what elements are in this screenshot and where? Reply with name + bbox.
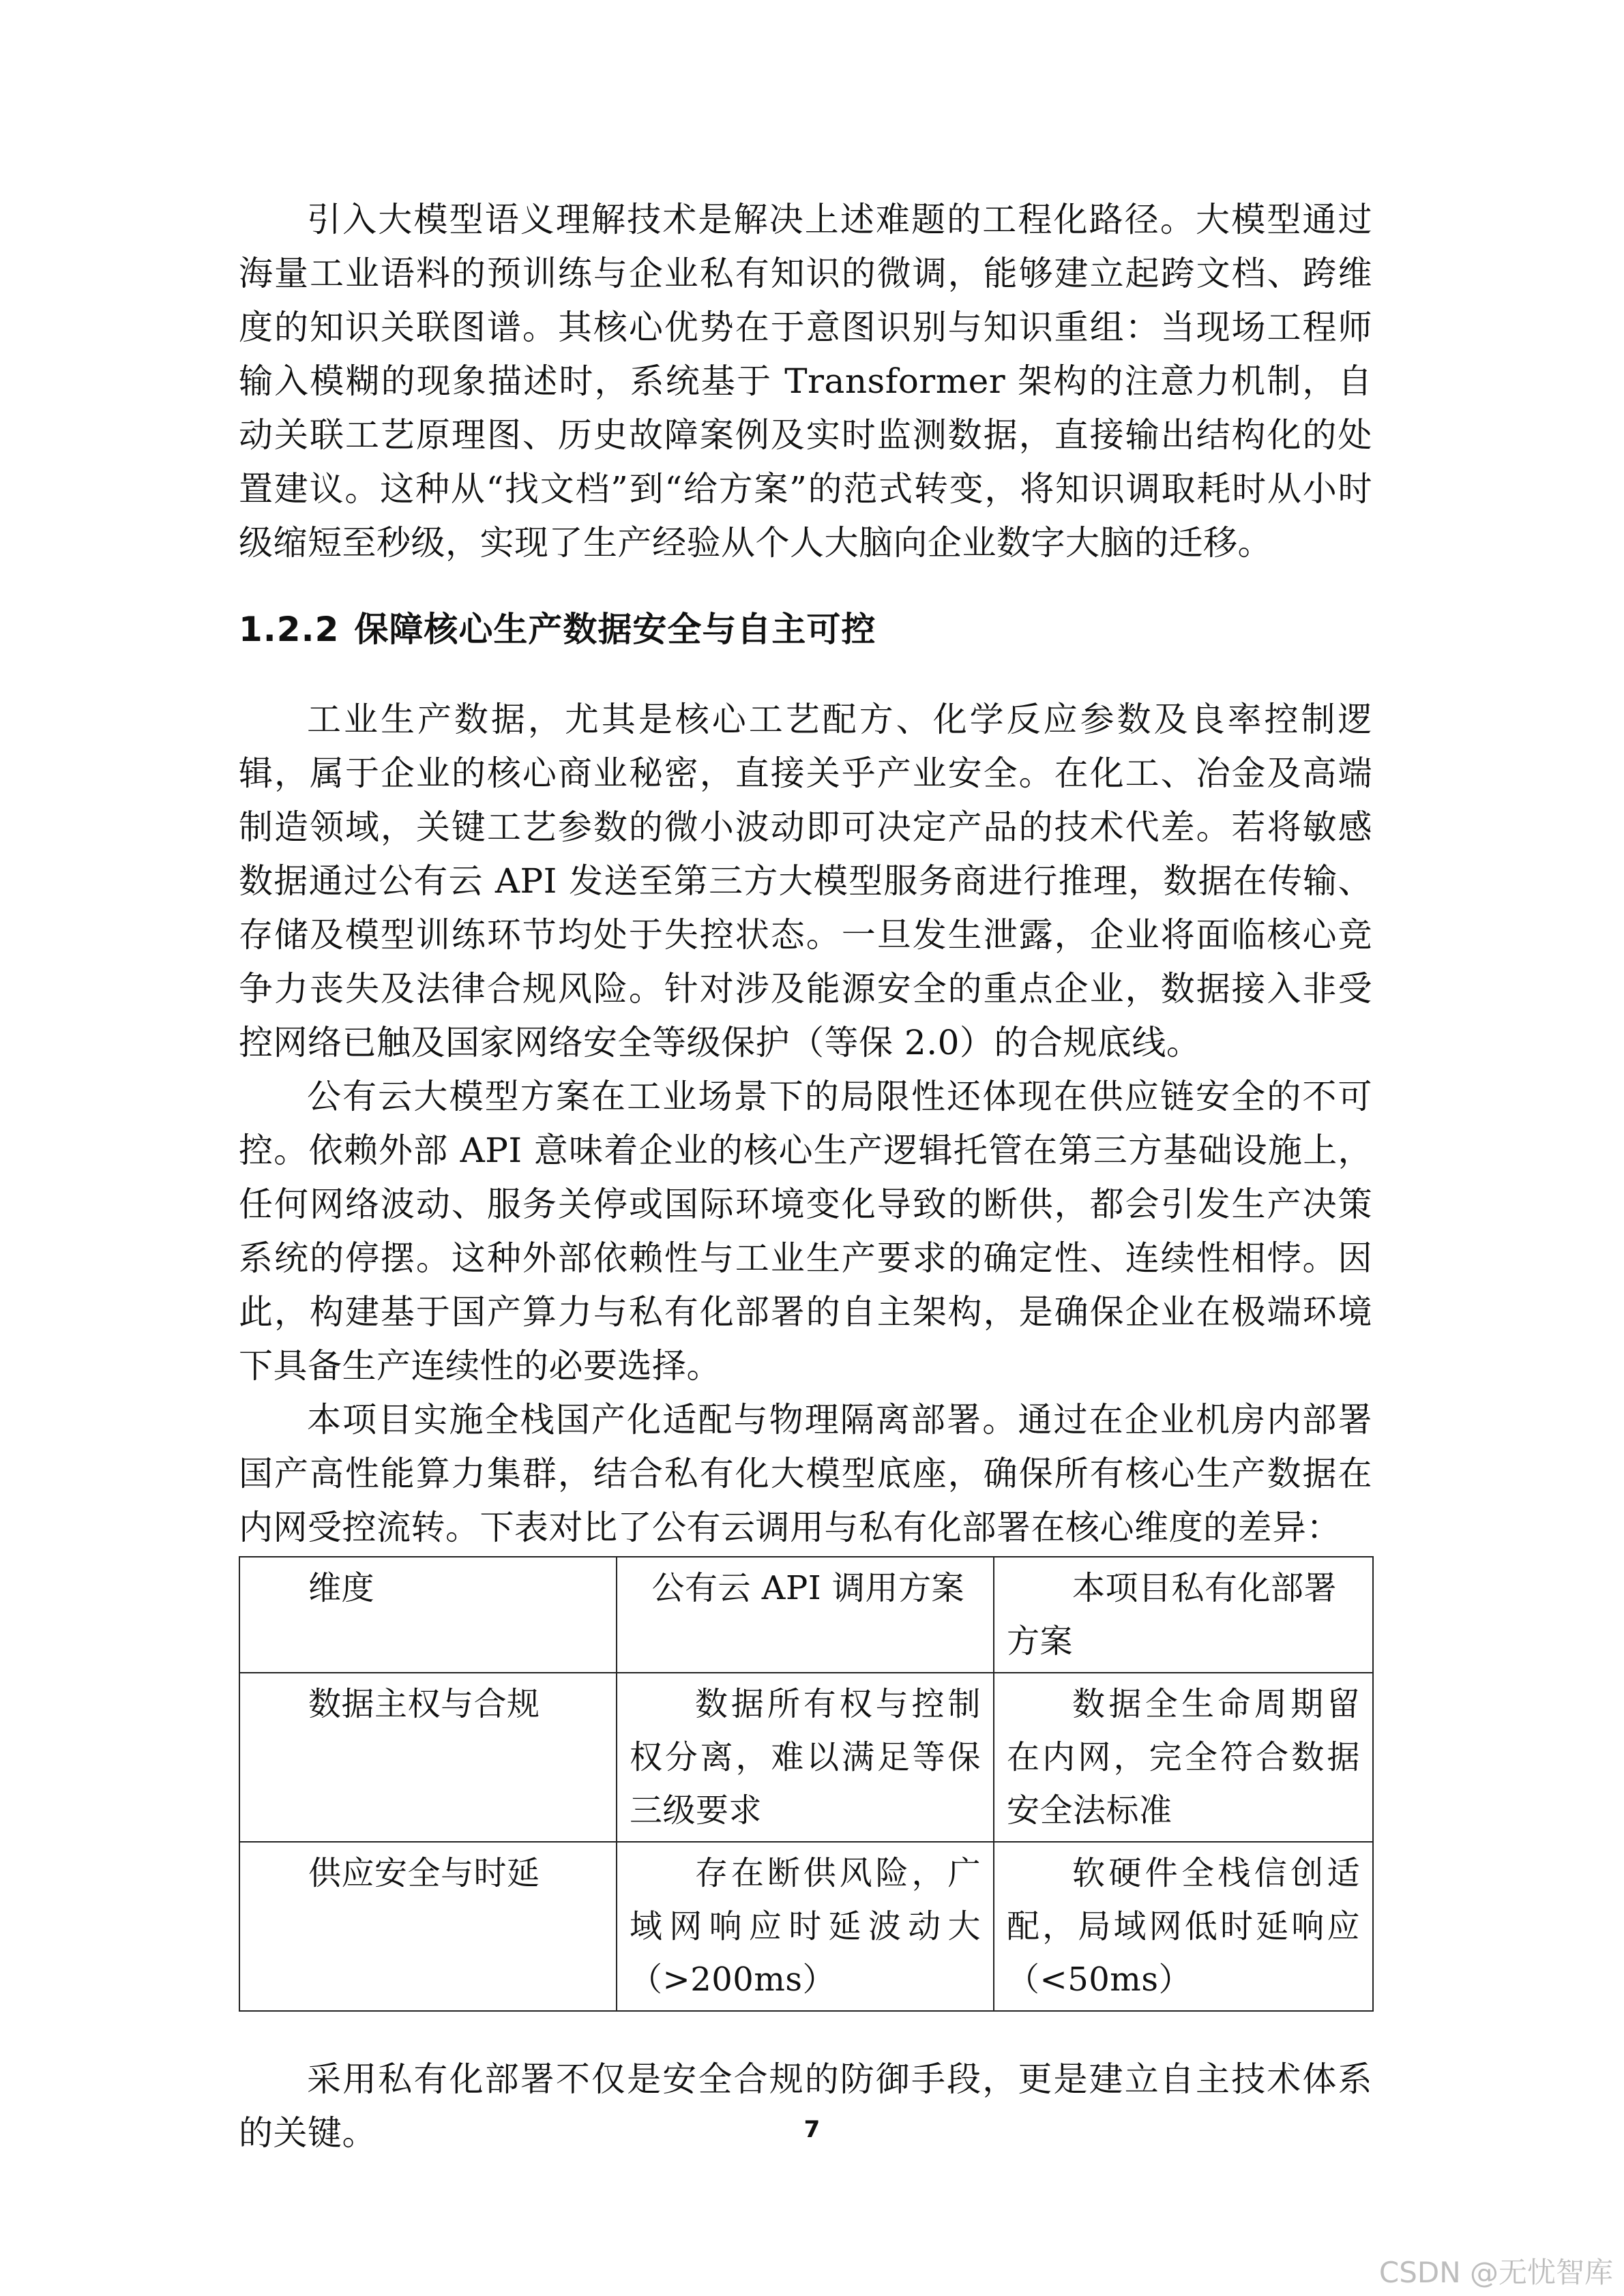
- body-paragraph-supply-chain: 公有云大模型方案在工业场景下的局限性还体现在供应链安全的不可控。依赖外部 API 意味着企业的核心生产逻辑托管在第三方基础设施上，任何网络波动、服务关停或国际环境变化导致的断供，都会引发生产决策系统的停摆。这种外部依赖性与工业生产要求的确定性、连续性相悖。因此，构建基于国产算力与私有化部署的自主架构，是确保企业在极端环境下具备生产连续性的必要选择。: [239, 1077, 1372, 1386]
- table-header-private-deploy: 本项目私有化部署方案: [994, 1557, 1373, 1673]
- table-row: [239, 1673, 1373, 1842]
- body-paragraph-data-security: 工业生产数据，尤其是核心工艺配方、化学反应参数及良率控制逻辑，属于企业的核心商业秘密，直接关乎产业安全。在化工、冶金及高端制造领域，关键工艺参数的微小波动即可决定产品的技术代差。若将敏感数据通过公有云 API 发送至第三方大模型服务商进行推理，数据在传输、存储及模型训练环节均处于失控状态。一旦发生泄露，企业将面临核心竞争力丧失及法律合规风险。针对涉及能源安全的重点企业，数据接入非受控网络已触及国家网络安全等级保护（等保 2.0）的合规底线。: [239, 700, 1372, 1062]
- page-content: [239, 193, 1372, 2160]
- table-header-public-cloud: 公有云 API 调用方案: [617, 1557, 994, 1673]
- section-heading: [239, 606, 1372, 653]
- table-cell-dimension: 供应安全与时延: [239, 1842, 617, 2011]
- table-cell-dimension: 数据主权与合规: [239, 1673, 617, 1842]
- body-paragraph-closing: 采用私有化部署不仅是安全合规的防御手段，更是建立自主技术体系的关键。: [239, 2059, 1372, 2153]
- section-title: 保障核心生产数据安全与自主可控: [354, 610, 876, 649]
- table-cell-public-cloud: 数据所有权与控制权分离，难以满足等保三级要求: [617, 1673, 994, 1842]
- table-cell-public-cloud: 存在断供风险，广域网响应时延波动大（>200ms）: [617, 1842, 994, 2011]
- body-paragraph-deployment: 本项目实施全栈国产化适配与物理隔离部署。通过在企业机房内部署国产高性能算力集群，结合私有化大模型底座，确保所有核心生产数据在内网受控流转。下表对比了公有云调用与私有化部署在核心维度的差异：: [239, 1400, 1372, 1547]
- table-header-dimension: 维度: [239, 1557, 617, 1673]
- body-paragraph-intro: 引入大模型语义理解技术是解决上述难题的工程化路径。大模型通过海量工业语料的预训练与企业私有知识的微调，能够建立起跨文档、跨维度的知识关联图谱。其核心优势在于意图识别与知识重组：当现场工程师输入模糊的现象描述时，系统基于 Transformer 架构的注意力机制，自动关联工艺原理图、历史故障案例及实时监测数据，直接输出结构化的处置建议。这种从“找文档”到“给方案”的范式转变，将知识调取耗时从小时级缩短至秒级，实现了生产经验从个人大脑向企业数字大脑的迁移。: [239, 200, 1372, 563]
- page-number: 7: [803, 2116, 821, 2143]
- comparison-table: [239, 1556, 1374, 2012]
- table-cell-private-deploy: 软硬件全栈信创适配，局域网低时延响应（<50ms）: [994, 1842, 1373, 2011]
- table-row: [239, 1842, 1373, 2011]
- table-cell-private-deploy: 数据全生命周期留在内网，完全符合数据安全法标准: [994, 1673, 1373, 1842]
- table-header-row: [239, 1557, 1373, 1673]
- section-number: 1.2.2: [239, 610, 340, 649]
- watermark-text: CSDN @无忧智库: [1378, 2256, 1613, 2289]
